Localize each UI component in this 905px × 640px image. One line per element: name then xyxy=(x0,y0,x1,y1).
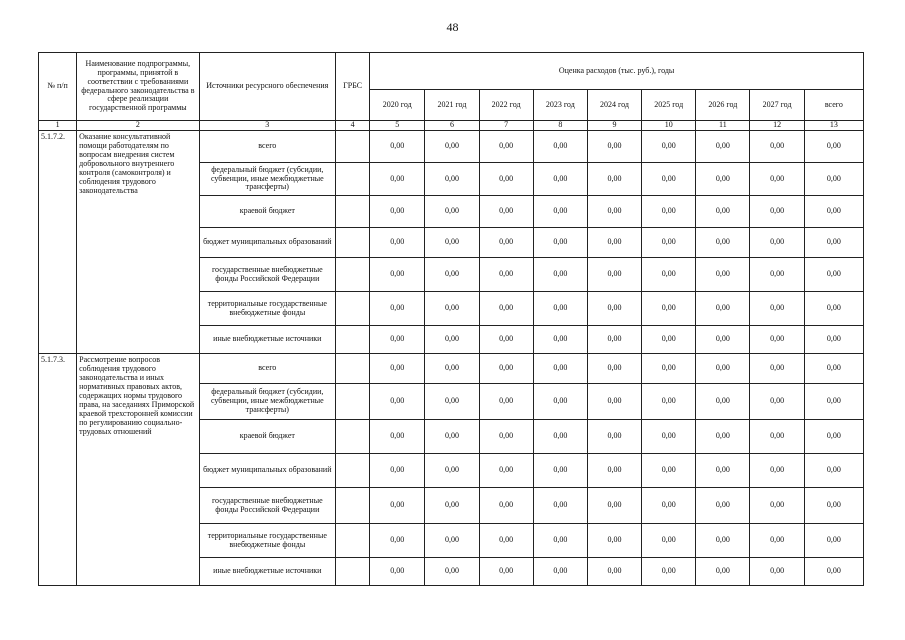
grbs-cell xyxy=(336,292,370,326)
item-name: Оказание консультативной помощи работодателям по вопросам внедрения систем добровольного внутреннего контроля (самоконтроля) и соблюдения трудового законодательства xyxy=(77,131,199,354)
funding-source: территориальные государственные внебюджетные фонды xyxy=(199,292,335,326)
expense-value: 0,00 xyxy=(370,258,425,292)
expense-value: 0,00 xyxy=(696,326,750,354)
expense-value: 0,00 xyxy=(425,131,479,163)
funding-source: государственные внебюджетные фонды Российской Федерации xyxy=(199,258,335,292)
expense-value: 0,00 xyxy=(533,454,587,488)
expense-value: 0,00 xyxy=(804,354,863,384)
expense-value: 0,00 xyxy=(587,454,641,488)
funding-source: всего xyxy=(199,354,335,384)
header-year: 2021 год xyxy=(425,90,479,121)
page-number: 48 xyxy=(446,20,459,34)
expense-value: 0,00 xyxy=(642,454,696,488)
funding-source: государственные внебюджетные фонды Российской Федерации xyxy=(199,488,335,524)
column-index: 13 xyxy=(804,121,863,131)
grbs-cell xyxy=(336,326,370,354)
expense-value: 0,00 xyxy=(479,454,533,488)
expense-value: 0,00 xyxy=(479,384,533,420)
expense-value: 0,00 xyxy=(370,488,425,524)
expense-value: 0,00 xyxy=(533,196,587,228)
expense-value: 0,00 xyxy=(587,163,641,196)
expense-value: 0,00 xyxy=(533,228,587,258)
funding-source: бюджет муниципальных образований xyxy=(199,454,335,488)
header-year: 2027 год xyxy=(750,90,804,121)
budget-table xyxy=(38,52,864,586)
expense-value: 0,00 xyxy=(587,292,641,326)
expense-value: 0,00 xyxy=(587,384,641,420)
column-index: 10 xyxy=(642,121,696,131)
grbs-cell xyxy=(336,384,370,420)
expense-value: 0,00 xyxy=(642,384,696,420)
expense-value: 0,00 xyxy=(479,228,533,258)
funding-source: федеральный бюджет (субсидии, субвенции, иные межбюджетные трансферты) xyxy=(199,163,335,196)
grbs-cell xyxy=(336,354,370,384)
header-year: 2024 год xyxy=(587,90,641,121)
expense-value: 0,00 xyxy=(804,131,863,163)
expense-value: 0,00 xyxy=(425,488,479,524)
header-year: 2023 год xyxy=(533,90,587,121)
header-year: 2022 год xyxy=(479,90,533,121)
expense-value: 0,00 xyxy=(370,524,425,558)
expense-value: 0,00 xyxy=(425,163,479,196)
header-year: 2026 год xyxy=(696,90,750,121)
expense-value: 0,00 xyxy=(804,292,863,326)
header-name: Наименование подпрограммы, программы, принятой в соответствии с требованиями федерального законодательства в сфере реализации государственной программы xyxy=(77,53,199,121)
expense-value: 0,00 xyxy=(696,558,750,586)
expense-value: 0,00 xyxy=(750,228,804,258)
expense-value: 0,00 xyxy=(533,163,587,196)
expense-value: 0,00 xyxy=(533,258,587,292)
expense-value: 0,00 xyxy=(587,420,641,454)
funding-source: иные внебюджетные источники xyxy=(199,326,335,354)
expense-value: 0,00 xyxy=(425,292,479,326)
expense-value: 0,00 xyxy=(533,292,587,326)
expense-value: 0,00 xyxy=(479,488,533,524)
expense-value: 0,00 xyxy=(642,326,696,354)
grbs-cell xyxy=(336,454,370,488)
item-number: 5.1.7.3. xyxy=(39,354,77,586)
item-name: Рассмотрение вопросов соблюдения трудового законодательства и иных нормативных правовых актов, содержащих нормы трудового права, на заседаниях Приморской краевой трехсторонней комиссии по регулированию социально-трудовых отношений xyxy=(77,354,199,586)
expense-value: 0,00 xyxy=(370,354,425,384)
funding-source: территориальные государственные внебюджетные фонды xyxy=(199,524,335,558)
grbs-cell xyxy=(336,163,370,196)
expense-value: 0,00 xyxy=(750,326,804,354)
expense-value: 0,00 xyxy=(587,228,641,258)
item-number: 5.1.7.2. xyxy=(39,131,77,354)
funding-source: иные внебюджетные источники xyxy=(199,558,335,586)
expense-value: 0,00 xyxy=(587,196,641,228)
expense-value: 0,00 xyxy=(533,354,587,384)
funding-source: бюджет муниципальных образований xyxy=(199,228,335,258)
grbs-cell xyxy=(336,258,370,292)
column-index: 3 xyxy=(199,121,335,131)
column-index: 2 xyxy=(77,121,199,131)
expense-value: 0,00 xyxy=(370,558,425,586)
expense-value: 0,00 xyxy=(587,558,641,586)
expense-value: 0,00 xyxy=(479,131,533,163)
expense-value: 0,00 xyxy=(696,454,750,488)
expense-value: 0,00 xyxy=(479,524,533,558)
expense-value: 0,00 xyxy=(587,258,641,292)
expense-value: 0,00 xyxy=(587,354,641,384)
expense-value: 0,00 xyxy=(370,163,425,196)
expense-value: 0,00 xyxy=(587,524,641,558)
expense-value: 0,00 xyxy=(696,163,750,196)
expense-value: 0,00 xyxy=(696,354,750,384)
expense-value: 0,00 xyxy=(425,354,479,384)
expense-value: 0,00 xyxy=(533,524,587,558)
expense-value: 0,00 xyxy=(370,228,425,258)
header-year: всего xyxy=(804,90,863,121)
expense-value: 0,00 xyxy=(370,326,425,354)
expense-value: 0,00 xyxy=(696,524,750,558)
expense-value: 0,00 xyxy=(425,196,479,228)
expense-value: 0,00 xyxy=(642,196,696,228)
expense-value: 0,00 xyxy=(696,131,750,163)
expense-value: 0,00 xyxy=(642,292,696,326)
expense-value: 0,00 xyxy=(750,488,804,524)
expense-value: 0,00 xyxy=(533,420,587,454)
expense-value: 0,00 xyxy=(533,488,587,524)
expense-value: 0,00 xyxy=(479,326,533,354)
expense-value: 0,00 xyxy=(479,292,533,326)
expense-value: 0,00 xyxy=(804,524,863,558)
funding-source: краевой бюджет xyxy=(199,420,335,454)
column-index: 6 xyxy=(425,121,479,131)
expense-value: 0,00 xyxy=(750,354,804,384)
expense-value: 0,00 xyxy=(425,326,479,354)
expense-value: 0,00 xyxy=(587,488,641,524)
expense-value: 0,00 xyxy=(533,558,587,586)
expense-value: 0,00 xyxy=(804,258,863,292)
expense-value: 0,00 xyxy=(804,196,863,228)
expense-value: 0,00 xyxy=(479,558,533,586)
table-row xyxy=(39,354,864,384)
expense-value: 0,00 xyxy=(804,454,863,488)
expense-value: 0,00 xyxy=(750,384,804,420)
expense-value: 0,00 xyxy=(370,454,425,488)
expense-value: 0,00 xyxy=(533,326,587,354)
header-estimate: Оценка расходов (тыс. руб.), годы xyxy=(370,53,864,90)
expense-value: 0,00 xyxy=(425,420,479,454)
expense-value: 0,00 xyxy=(750,454,804,488)
column-index: 9 xyxy=(587,121,641,131)
expense-value: 0,00 xyxy=(425,454,479,488)
column-index: 8 xyxy=(533,121,587,131)
expense-value: 0,00 xyxy=(370,196,425,228)
expense-value: 0,00 xyxy=(696,196,750,228)
column-index: 11 xyxy=(696,121,750,131)
expense-value: 0,00 xyxy=(804,488,863,524)
expense-value: 0,00 xyxy=(642,488,696,524)
expense-value: 0,00 xyxy=(479,420,533,454)
column-index: 5 xyxy=(370,121,425,131)
expense-value: 0,00 xyxy=(533,131,587,163)
expense-value: 0,00 xyxy=(804,163,863,196)
expense-value: 0,00 xyxy=(479,163,533,196)
header-grbs: ГРБС xyxy=(336,53,370,121)
expense-value: 0,00 xyxy=(804,558,863,586)
expense-value: 0,00 xyxy=(587,326,641,354)
column-index: 1 xyxy=(39,121,77,131)
expense-value: 0,00 xyxy=(642,524,696,558)
expense-value: 0,00 xyxy=(642,163,696,196)
expense-value: 0,00 xyxy=(370,384,425,420)
expense-value: 0,00 xyxy=(804,384,863,420)
funding-source: краевой бюджет xyxy=(199,196,335,228)
column-index: 12 xyxy=(750,121,804,131)
funding-source: всего xyxy=(199,131,335,163)
grbs-cell xyxy=(336,488,370,524)
expense-value: 0,00 xyxy=(370,131,425,163)
expense-value: 0,00 xyxy=(425,524,479,558)
expense-value: 0,00 xyxy=(804,326,863,354)
expense-value: 0,00 xyxy=(587,131,641,163)
expense-value: 0,00 xyxy=(750,131,804,163)
expense-value: 0,00 xyxy=(750,524,804,558)
expense-value: 0,00 xyxy=(425,558,479,586)
expense-value: 0,00 xyxy=(750,420,804,454)
expense-value: 0,00 xyxy=(370,420,425,454)
grbs-cell xyxy=(336,196,370,228)
expense-value: 0,00 xyxy=(642,228,696,258)
funding-source: федеральный бюджет (субсидии, субвенции, иные межбюджетные трансферты) xyxy=(199,384,335,420)
header-year: 2020 год xyxy=(370,90,425,121)
expense-value: 0,00 xyxy=(696,420,750,454)
expense-value: 0,00 xyxy=(750,292,804,326)
expense-value: 0,00 xyxy=(696,258,750,292)
table-row xyxy=(39,131,864,163)
header-year: 2025 год xyxy=(642,90,696,121)
expense-value: 0,00 xyxy=(370,292,425,326)
expense-value: 0,00 xyxy=(479,354,533,384)
expense-value: 0,00 xyxy=(425,228,479,258)
expense-value: 0,00 xyxy=(696,384,750,420)
expense-value: 0,00 xyxy=(696,292,750,326)
expense-value: 0,00 xyxy=(425,384,479,420)
grbs-cell xyxy=(336,558,370,586)
expense-value: 0,00 xyxy=(642,354,696,384)
column-index: 4 xyxy=(336,121,370,131)
grbs-cell xyxy=(336,131,370,163)
column-index: 7 xyxy=(479,121,533,131)
expense-value: 0,00 xyxy=(750,163,804,196)
grbs-cell xyxy=(336,420,370,454)
grbs-cell xyxy=(336,228,370,258)
expense-value: 0,00 xyxy=(750,258,804,292)
expense-value: 0,00 xyxy=(750,558,804,586)
expense-value: 0,00 xyxy=(642,258,696,292)
expense-value: 0,00 xyxy=(479,258,533,292)
expense-value: 0,00 xyxy=(696,228,750,258)
expense-value: 0,00 xyxy=(804,420,863,454)
expense-value: 0,00 xyxy=(642,558,696,586)
expense-value: 0,00 xyxy=(804,228,863,258)
grbs-cell xyxy=(336,524,370,558)
expense-value: 0,00 xyxy=(642,420,696,454)
expense-value: 0,00 xyxy=(750,196,804,228)
header-sources: Источники ресурсного обеспечения xyxy=(199,53,335,121)
expense-value: 0,00 xyxy=(642,131,696,163)
expense-value: 0,00 xyxy=(425,258,479,292)
expense-value: 0,00 xyxy=(696,488,750,524)
expense-value: 0,00 xyxy=(533,384,587,420)
expense-value: 0,00 xyxy=(479,196,533,228)
header-num: № п/п xyxy=(39,53,77,121)
